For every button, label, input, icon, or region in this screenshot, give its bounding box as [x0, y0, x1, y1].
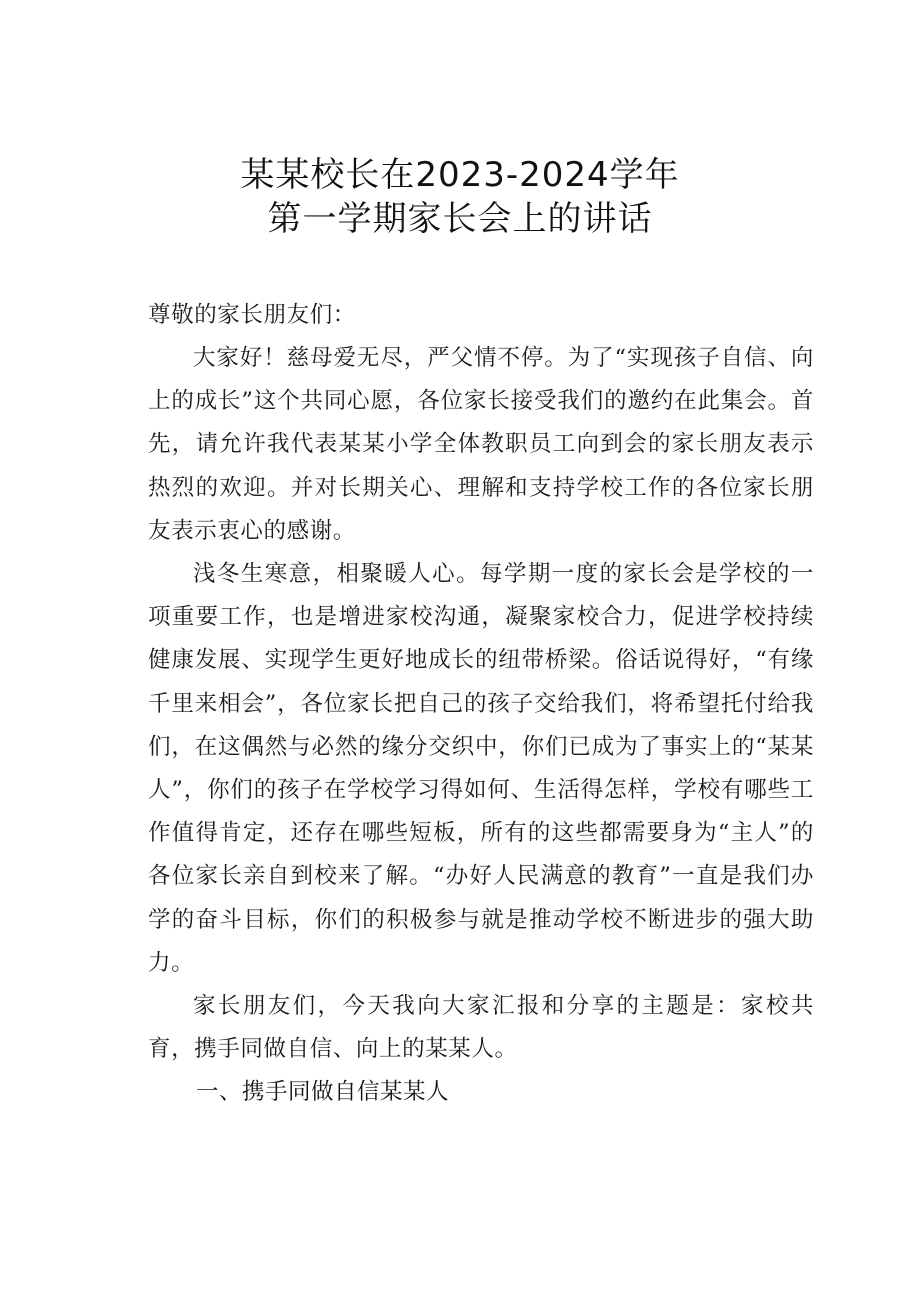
section-heading: 一、携手同做自信某某人 [196, 1079, 450, 1105]
paragraph-theme: 家长朋友们，今天我向大家汇报和分享的主题是：家校共育，携手同做自信、向上的某某人。 [148, 993, 814, 1063]
document-title-line-1: 某某校长在2023-2024学年 [240, 155, 680, 195]
paragraph-welcome: 大家好！慈母爱无尽，严父情不停。为了“实现孩子自信、向上的成长”这个共同心愿，各位家长接受我们的邀约在此集会。首先，请允许我代表某某小学全体教职员工向到会的家长朋友表示热烈的欢迎。并对长期关心、理解和支持学校工作的各位家长朋友表示衷心的感谢。 [148, 345, 814, 544]
document-body [148, 337, 814, 1071]
document-title-line-2: 第一学期家长会上的讲话 [267, 199, 653, 239]
salutation: 尊敬的家长朋友们： [148, 302, 356, 328]
paragraph-parent-meeting: 浅冬生寒意，相聚暖人心。每学期一度的家长会是学校的一项重要工作，也是增进家校沟通，凝聚家校合力，促进学校持续健康发展、实现学生更好地成长的纽带桥梁。俗话说得好，“有缘千里来相会”，各位家长把自己的孩子交给我们，将希望托付给我们，在这偶然与必然的缘分交织中，你们已成为了事实上的“某某人”，你们的孩子在学校学习得如何、生活得怎样，学校有哪些工作值得肯定，还存在哪些短板，所有的这些都需要身为“主人”的各位家长亲自到校来了解。“办好人民满意的教育”一直是我们办学的奋斗目标，你们的积极参与就是推动学校不断进步的强大助力。 [148, 561, 814, 976]
